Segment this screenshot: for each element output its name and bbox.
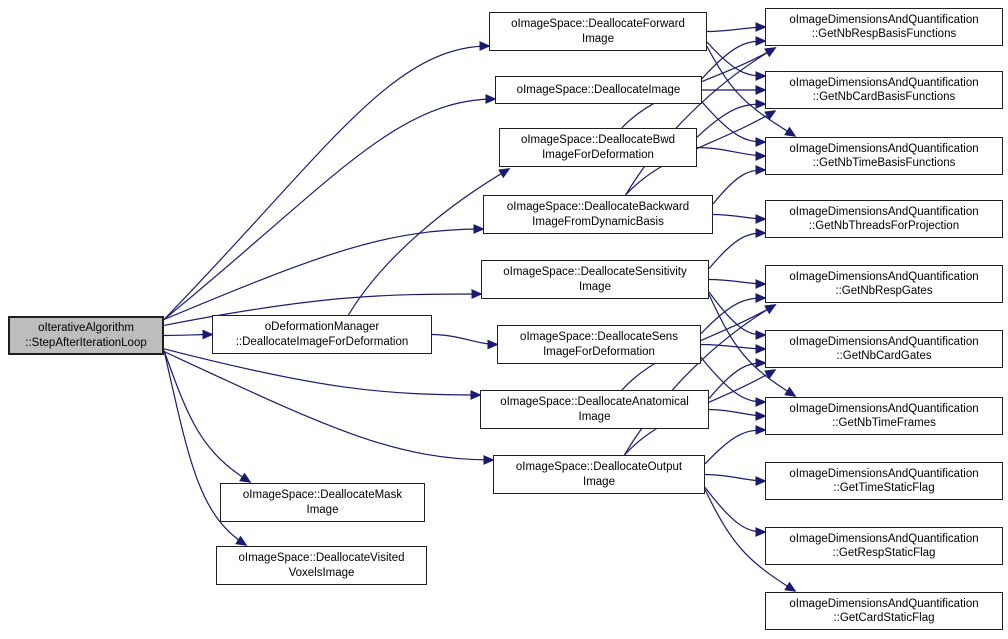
node-label-line: oImageSpace::DeallocateSensitivity — [503, 266, 687, 278]
node-label-line: ImageForDeformation — [542, 148, 654, 161]
edge-StepAfterIterationLoop-DeallocateImageForDeformation — [164, 335, 212, 336]
node-label-line: oImageSpace::DeallocateAnatomical — [500, 396, 689, 408]
node-GetNbCardBasisFunctions[interactable] — [765, 71, 1003, 109]
edge-DeallocateSensitivityImage-GetNbThreadsForProjection — [709, 233, 765, 269]
node-label-line: ::GetNbThreadsForProjection — [808, 220, 960, 232]
node-label-line: oImageDimensionsAndQuantification — [789, 270, 979, 283]
edge-DeallocateBwdImageForDeformation-GetNbTimeBasisFunctions — [697, 148, 765, 157]
node-DeallocateBwdImageForDeformation[interactable] — [499, 128, 697, 167]
node-label-line: ::GetNbRespGates — [835, 285, 933, 297]
edge-StepAfterIterationLoop-DeallocateImage — [164, 99, 495, 320]
node-DeallocateForwardImage[interactable] — [489, 12, 707, 51]
edge-DeallocateAnatomicalImage-GetNbTimeFrames — [709, 410, 765, 417]
node-GetRespStaticFlag[interactable] — [765, 527, 1003, 565]
node-label-line: oImageDimensionsAndQuantification — [789, 205, 979, 218]
node-DeallocateImageForDeformation[interactable] — [212, 315, 432, 354]
node-label-line: oImageDimensionsAndQuantification — [789, 402, 979, 415]
edge-DeallocateForwardImage-GetNbRespBasisFunctions — [707, 27, 765, 32]
node-label-line: oIterativeAlgorithm — [38, 322, 134, 334]
node-GetNbTimeBasisFunctions[interactable] — [765, 137, 1003, 175]
node-DeallocateAnatomicalImage[interactable] — [480, 390, 709, 429]
node-label-line: Image — [578, 410, 611, 423]
edge-DeallocateBackwardImageFromDynamicBasis-GetNbThreadsForProjection — [713, 215, 765, 220]
node-label-line: Image — [582, 32, 614, 45]
edge-DeallocateImageForDeformation-DeallocateSensImageForDeformation — [432, 335, 497, 345]
node-label-line: ImageFromDynamicBasis — [532, 215, 664, 228]
edge-StepAfterIterationLoop-DeallocateAnatomicalImage — [164, 349, 480, 395]
node-label-line: ::GetNbCardBasisFunctions — [812, 91, 956, 103]
node-label-line: ::GetTimeStaticFlag — [833, 482, 935, 494]
node-label-line: ::GetNbTimeBasisFunctions — [812, 157, 956, 169]
node-GetNbRespGates[interactable] — [765, 265, 1003, 303]
node-label-line: VoxelsImage — [288, 566, 355, 579]
node-label-line: oImageSpace::DeallocateVisited — [238, 552, 405, 564]
node-DeallocateOutputImage[interactable] — [493, 455, 705, 494]
node-label-line: ::GetNbRespBasisFunctions — [811, 28, 957, 40]
node-label-line: oImageSpace::DeallocateOutput — [515, 461, 683, 473]
node-GetTimeStaticFlag[interactable] — [765, 462, 1003, 500]
edge-DeallocateBackwardImageFromDynamicBasis-GetNbRespBasisFunctions — [626, 48, 775, 195]
edge-StepAfterIterationLoop-DeallocateOutputImage — [164, 352, 493, 461]
edge-DeallocateSensitivityImage-GetNbRespGates — [709, 280, 765, 285]
node-label-line: oImageDimensionsAndQuantification — [789, 76, 979, 89]
node-label-line: ::StepAfterIterationLoop — [25, 336, 147, 349]
node-label-line: oImageDimensionsAndQuantification — [789, 335, 979, 348]
node-DeallocateSensitivityImage[interactable] — [481, 260, 709, 299]
node-GetNbRespBasisFunctions[interactable] — [765, 8, 1003, 46]
node-label-line: ImageForDeformation — [543, 345, 655, 358]
node-label-line: oImageDimensionsAndQuantification — [789, 467, 979, 480]
node-GetNbTimeFrames[interactable] — [765, 397, 1003, 435]
node-DeallocateMaskImage[interactable] — [220, 483, 425, 522]
node-label-line: Image — [579, 280, 611, 293]
node-label-line: oImageSpace::DeallocateBwd — [520, 134, 676, 146]
node-label-line: oImageDimensionsAndQuantification — [789, 532, 979, 545]
edge-StepAfterIterationLoop-DeallocateMaskImage — [164, 351, 250, 483]
node-label-line: oDeformationManager — [264, 321, 380, 333]
node-DeallocateImage[interactable] — [495, 76, 702, 104]
node-DeallocateBackwardImageFromDynamicBasis[interactable] — [483, 195, 713, 234]
node-label-line: oImageSpace::DeallocateForward — [511, 18, 685, 30]
node-DeallocateVisitedVoxelsImage[interactable] — [216, 546, 427, 585]
node-label-line: oImageDimensionsAndQuantification — [789, 597, 979, 610]
node-label-line: Image — [583, 475, 615, 488]
node-label-line: ::GetNbCardGates — [836, 350, 932, 362]
edge-DeallocateOutputImage-GetTimeStaticFlag — [705, 475, 765, 482]
node-GetNbCardGates[interactable] — [765, 330, 1003, 368]
edge-DeallocateSensImageForDeformation-GetNbCardGates — [701, 345, 765, 350]
edge-DeallocateBackwardImageFromDynamicBasis-GetNbTimeBasisFunctions — [713, 170, 765, 204]
node-GetCardStaticFlag[interactable] — [765, 592, 1003, 630]
node-DeallocateSensImageForDeformation[interactable] — [497, 325, 701, 364]
node-label-line: oImageSpace::DeallocateMask — [242, 489, 403, 501]
node-label-line: ::GetRespStaticFlag — [832, 547, 936, 559]
node-label-line: oImageDimensionsAndQuantification — [789, 13, 979, 26]
edge-StepAfterIterationLoop-DeallocateBackwardImageFromDynamicBasis — [164, 229, 483, 320]
edge-DeallocateOutputImage-GetRespStaticFlag — [705, 487, 765, 532]
node-label-line: ::GetNbTimeFrames — [832, 417, 936, 429]
node-label-line: oImageSpace::DeallocateBackward — [506, 201, 690, 213]
node-GetNbThreadsForProjection[interactable] — [765, 200, 1003, 238]
edge-DeallocateOutputImage-GetNbTimeFrames — [705, 430, 765, 464]
node-label-line: ::DeallocateImageForDeformation — [235, 335, 409, 348]
node-label-line: oImageSpace::DeallocateImage — [516, 83, 681, 96]
node-label-line: oImageSpace::DeallocateSens — [520, 331, 678, 343]
node-label-line: Image — [306, 503, 339, 516]
node-label-line: ::GetCardStaticFlag — [833, 612, 935, 624]
node-label-line: oImageDimensionsAndQuantification — [789, 142, 979, 155]
node-StepAfterIterationLoop — [8, 316, 164, 355]
